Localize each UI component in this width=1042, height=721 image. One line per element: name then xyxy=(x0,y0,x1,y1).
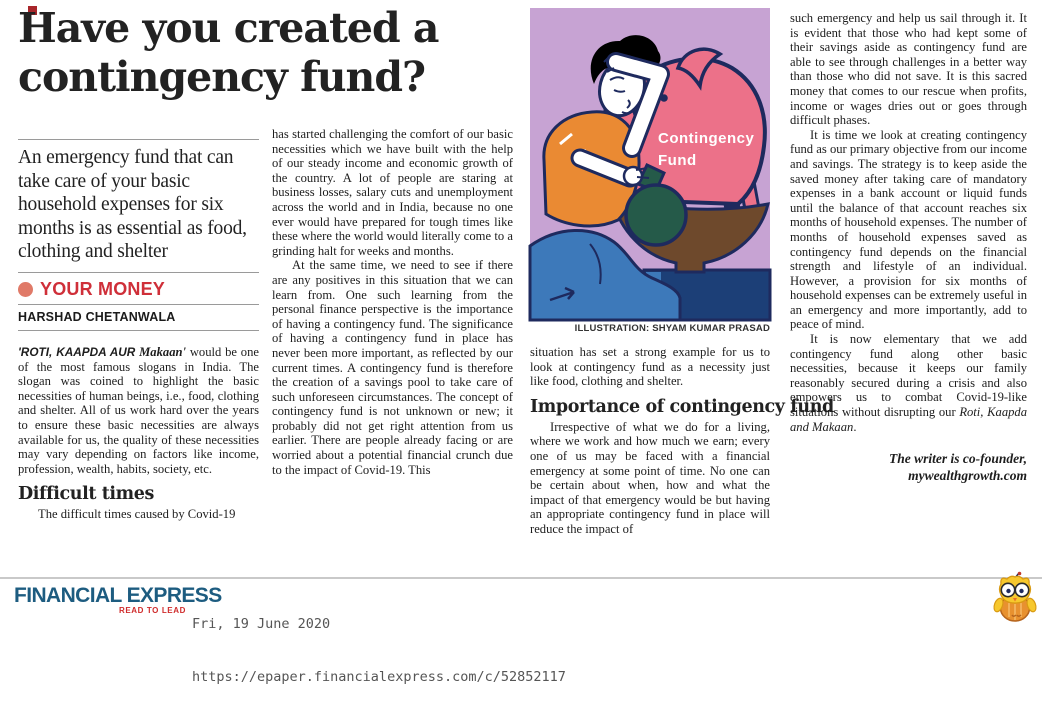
article-column-3 xyxy=(530,345,834,537)
article-column-2 xyxy=(272,127,513,477)
divider xyxy=(18,330,259,331)
writer-credit-line-1: The writer is co-founder, xyxy=(888,451,1027,467)
divider xyxy=(18,272,259,273)
headline-line-2: contingency fund? xyxy=(18,53,426,101)
subheading-importance: Importance of contingency fund xyxy=(530,396,834,417)
paragraph-text: . xyxy=(853,419,857,434)
section-label: YOUR MONEY xyxy=(40,279,166,299)
owl-mascot-icon[interactable] xyxy=(990,571,1040,628)
paragraph: The difficult times caused by Covid-19 xyxy=(38,507,236,522)
divider xyxy=(18,304,259,305)
lead-in-italic: Makaan' xyxy=(135,345,186,359)
financial-express-logo xyxy=(14,584,222,615)
subheading-difficult-times: Difficult times xyxy=(18,484,154,505)
logo-wordmark: FINANCIAL EXPRESS xyxy=(14,584,222,607)
section-kicker xyxy=(18,279,263,300)
paragraph: such emergency and help us sail through it. It is evident that those who had kept some of their savings aside as contingency fund are able to see through challenges in a better way than those who did not save. It is this sacred money that comes to our rescue when profits, income or wages dries out or goes through difficult phases. xyxy=(790,11,1027,128)
writer-credit xyxy=(790,450,1027,484)
writer-credit-line-2: mywealthgrowth.com xyxy=(908,468,1027,484)
standfirst: An emergency fund that can take care of your basic household expenses for six months is as essential as food, clothing and shelter xyxy=(18,147,247,262)
paragraph-italic: Roti, Kaapda and Makaan xyxy=(790,405,1028,434)
piggy-label-line-2: Fund xyxy=(658,152,697,169)
piggy-label-line-1: Contingency xyxy=(658,130,755,147)
divider xyxy=(18,139,259,140)
author-byline: HARSHAD CHETANWALA xyxy=(18,310,176,324)
paragraph-text: It is now elementary that we add contingency fund along other basic necessities, because it keeps our family reasonably secured during a crisis and also empowers us to combat Covid-19-like situations without disrupting our xyxy=(790,332,1027,420)
bullet-icon xyxy=(18,282,33,297)
paragraph: Irrespective of what we do for a living, where we work and how much we earn; every one of us may be faced with a financial emergency at some point of time. No one can be certain about when, how and what the impact of that emergency would be but having an appropriate contingency fund in place will reduce the impact of xyxy=(530,419,770,536)
illustration-caption: ILLUSTRATION: SHYAM KUMAR PRASAD xyxy=(574,323,770,334)
paragraph: It is time we look at creating contingency fund as our primary objective from our income and savings. The strategy is to keep aside the saved money after taking care of mandatory expenses in a bank account or liquid funds until the balance of that account reaches six months of household expenses. The number of months of household expenses saved as contingency fund depends on the financial strength and lifestyle of an individual. However, a provision for six months of household expenses can be extremely useful in an emergency and more importantly, add to peace of mind. xyxy=(790,127,1027,332)
clip-url: https://epaper.financialexpress.com/c/52852117 xyxy=(192,668,566,685)
article-column-1 xyxy=(18,345,259,522)
page-title xyxy=(18,4,518,102)
money-bag xyxy=(626,185,686,245)
logo-tagline: READ TO LEAD xyxy=(118,606,186,615)
clip-date: Fri, 19 June 2020 xyxy=(192,616,331,632)
footer-divider xyxy=(0,577,1042,579)
paragraph-text: would be one of the most famous slogans in India. The slogan was coined to highlight the basic necessities of human beings, i.e., food, clothing and shelter. All of us work hard over the years to ensure these basic necessities are always available for us, the quality of these necessities may vary depending on factors like income, profession, wealth, habits, society, etc. xyxy=(18,345,259,476)
illustration xyxy=(530,8,770,320)
paragraph: At the same time, we need to see if there are any positives in this situation that we can learn from. One such learning from the personal finance perspective is the importance of having a contingency fund. The significance of having a contingency fund in place has never been more important, as reflected by our current times. A contingency fund is therefore the creation of a savings pool to take care of such unforeseen circumstances. The concept of contingency fund is not unknown or new; it probably did not get right attention from us earlier. There are people already facing or are worried about a potential financial crunch due to the impact of Covid-19. This xyxy=(272,258,513,477)
paragraph xyxy=(18,345,259,476)
paragraph: situation has set a strong example for us to look at contingency fund as a necessity just like food, clothing and shelter. xyxy=(530,345,770,389)
article-column-4 xyxy=(790,11,1027,484)
headline-line-1: Have you created a xyxy=(18,4,439,52)
paragraph xyxy=(790,332,1027,434)
clip-stamp xyxy=(192,581,566,721)
paragraph: has started challenging the comfort of our basic necessities which we have built with the help of our steady income and economic growth of the country. A lot of people are staring at business losses, salary cuts and unemployment across the world and in India, because no one ever would have prepared for tough times like these where the world would literally come to a grinding halt for weeks and months. xyxy=(272,127,513,258)
lead-in-bold: 'ROTI, KAAPDA AUR xyxy=(18,345,136,359)
